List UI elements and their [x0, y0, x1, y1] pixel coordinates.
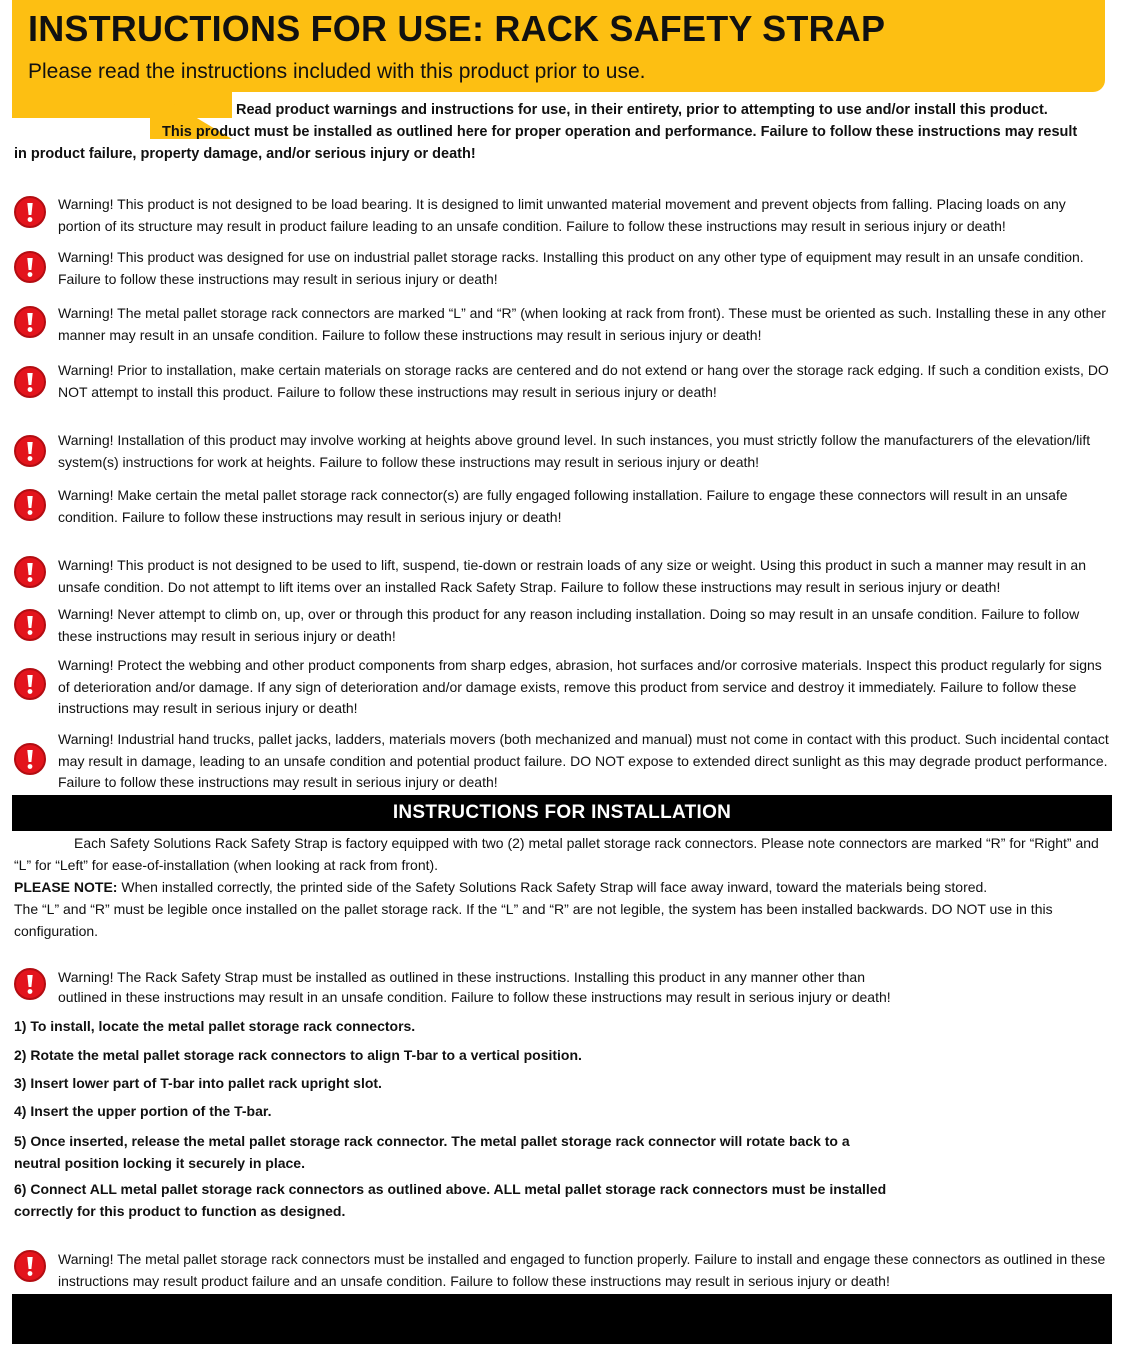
intro-line-2: This product must be installed as outlined here for proper operation and performance. Failure to follow these instructions may result — [162, 124, 1078, 140]
warning-text-line-2: outlined in these instructions may result in an unsafe condition. Failure to follow these instructions may result in serious injury or death! — [58, 988, 891, 1005]
footer-bar — [12, 1294, 1112, 1344]
intro-line-3: in product failure, property damage, and/or serious injury or death! — [14, 146, 476, 162]
exclamation-mark — [16, 308, 44, 336]
exclamation-mark — [16, 198, 44, 226]
page-subtitle: Please read the instructions included with this product prior to use. — [28, 60, 646, 83]
install-step: 1) To install, locate the metal pallet storage rack connectors. — [14, 1018, 416, 1034]
installation-heading-bar — [12, 795, 1112, 831]
install-step: 3) Insert lower part of T-bar into pallet rack upright slot. — [14, 1075, 382, 1091]
exclamation-mark — [16, 611, 44, 639]
intro-line-1: Read product warnings and instructions for use, in their entirety, prior to attempting to use and/or install this product. — [236, 102, 1048, 118]
installation-paragraph-1: Each Safety Solutions Rack Safety Strap is factory equipped with two (2) metal pallet storage rack connectors. Please note connectors are marked “R” for “Right” and “L” for “Left” for ease-of-installation (when looking at rack from front). — [14, 835, 1099, 873]
warning-text: Warning! This product was designed for use on industrial pallet storage racks. Installing this product on any other type of equipment may result in an unsafe condition. Failure to follow these instructions may result in serious injury or death! — [58, 249, 1084, 287]
warning-text: Warning! Never attempt to climb on, up, over or through this product for any reason including installation. Doing so may result in an unsafe condition. Failure to follow these instructions may result in serious injury or death! — [58, 606, 1080, 644]
warning-text: Warning! Prior to installation, make certain materials on storage racks are centered and do not extend or hang over the storage rack edging. If such a condition exists, DO NOT attempt to install this product. Failure to follow these instructions may result in serious injury or death! — [58, 362, 1109, 400]
exclamation-warning-icon — [14, 306, 46, 338]
exclamation-mark — [16, 491, 44, 519]
exclamation-warning-icon — [14, 556, 46, 588]
exclamation-mark — [16, 253, 44, 281]
note-label: PLEASE NOTE: — [14, 879, 118, 895]
warning-text: Warning! Installation of this product may involve working at heights above ground level. In such instances, you must strictly follow the manufacturers of the elevation/lift system(s) instructions for work at heights. Failure to follow these instructions may result in serious injury or death! — [58, 432, 1091, 470]
install-step: neutral position locking it securely in place. — [14, 1155, 305, 1171]
exclamation-warning-icon — [14, 968, 46, 1000]
exclamation-warning-icon — [14, 1250, 46, 1282]
install-step: correctly for this product to function as designed. — [14, 1203, 346, 1219]
exclamation-warning-icon — [14, 668, 46, 700]
exclamation-mark — [16, 437, 44, 465]
exclamation-warning-icon — [14, 743, 46, 775]
install-step: 2) Rotate the metal pallet storage rack connectors to align T-bar to a vertical position. — [14, 1047, 582, 1063]
exclamation-warning-icon — [14, 609, 46, 641]
install-step: 6) Connect ALL metal pallet storage rack connectors as outlined above. ALL metal pallet storage rack connectors must be installed — [14, 1181, 887, 1197]
warning-text: Warning! The metal pallet storage rack connectors are marked “L” and “R” (when looking at rack from front). These must be oriented as such. Installing these in any other manner may result in an unsafe condition. Failure to follow these instructions may result in serious injury or death! — [58, 305, 1106, 343]
warning-text: Warning! This product is not designed to be load bearing. It is designed to limit unwanted material movement and prevent objects from falling. Placing loads on any portion of its structure may result in product failure leading to an unsafe condition. Failure to follow these instructions may result in serious injury or death! — [58, 196, 1066, 234]
install-step: 4) Insert the upper portion of the T-bar. — [14, 1103, 272, 1119]
warning-text: Warning! Industrial hand trucks, pallet jacks, ladders, materials movers (both mechanized and manual) must not come in contact with this product. Such incidental contact may result in damage, leading to an unsafe condition and potential product failure. DO NOT expose to extended direct sunlight as this may degrade product performance. Failure to follow these instructions may result in serious injury or death! — [58, 731, 1109, 790]
warning-text: Warning! Make certain the metal pallet storage rack connector(s) are fully engaged following installation. Failure to engage these connectors will result in an unsafe condition. Failure to follow these instructions may result in serious injury or death! — [58, 487, 1068, 525]
exclamation-warning-icon — [14, 196, 46, 228]
note-text: When installed correctly, the printed side of the Safety Solutions Rack Safety Strap will face away inward, toward the materials being stored. — [117, 879, 988, 895]
warning-text: Warning! The metal pallet storage rack connectors must be installed and engaged to function properly. Failure to install and engage these connectors as outlined in these instructions may result product failure and an unsafe condition. Failure to follow these instructions may result in serious injury or death! — [58, 1251, 1106, 1289]
exclamation-mark — [16, 558, 44, 586]
exclamation-warning-icon — [14, 489, 46, 521]
exclamation-mark — [16, 368, 44, 396]
exclamation-mark — [16, 670, 44, 698]
exclamation-mark — [16, 1252, 44, 1280]
installation-note — [14, 877, 1109, 899]
warning-text-line-1: Warning! The Rack Safety Strap must be installed as outlined in these instructions. Installing this product in any manner other than — [58, 969, 865, 985]
exclamation-warning-icon — [14, 366, 46, 398]
exclamation-mark — [16, 970, 44, 998]
exclamation-mark — [16, 745, 44, 773]
install-step: 5) Once inserted, release the metal pallet storage rack connector. The metal pallet storage rack connector will rotate back to a — [14, 1133, 850, 1149]
page-title: INSTRUCTIONS FOR USE: RACK SAFETY STRAP — [28, 8, 886, 49]
warning-text — [58, 968, 1109, 1007]
exclamation-warning-icon — [14, 435, 46, 467]
warning-text: Warning! This product is not designed to be used to lift, suspend, tie-down or restrain loads of any size or weight. Using this product in such a manner may result in an unsafe condition. Do not attempt to lift items over an installed Rack Safety Strap. Failure to follow these instructions may result in serious injury or death! — [58, 557, 1086, 595]
warning-text: Warning! Protect the webbing and other product components from sharp edges, abrasion, hot surfaces and/or corrosive materials. Inspect this product regularly for signs of deterioration and/or damage. If any sign of deterioration and/or damage exists, remove this product from service and destroy it immediately. Failure to follow these instructions may result in serious injury or death! — [58, 657, 1102, 716]
installation-paragraph-2: The “L” and “R” must be legible once installed on the pallet storage rack. If the “L” and “R” are not legible, the system has been installed backwards. DO NOT use in this configuration. — [14, 901, 1053, 939]
exclamation-warning-icon — [14, 251, 46, 283]
installation-heading: INSTRUCTIONS FOR INSTALLATION — [392, 802, 732, 823]
